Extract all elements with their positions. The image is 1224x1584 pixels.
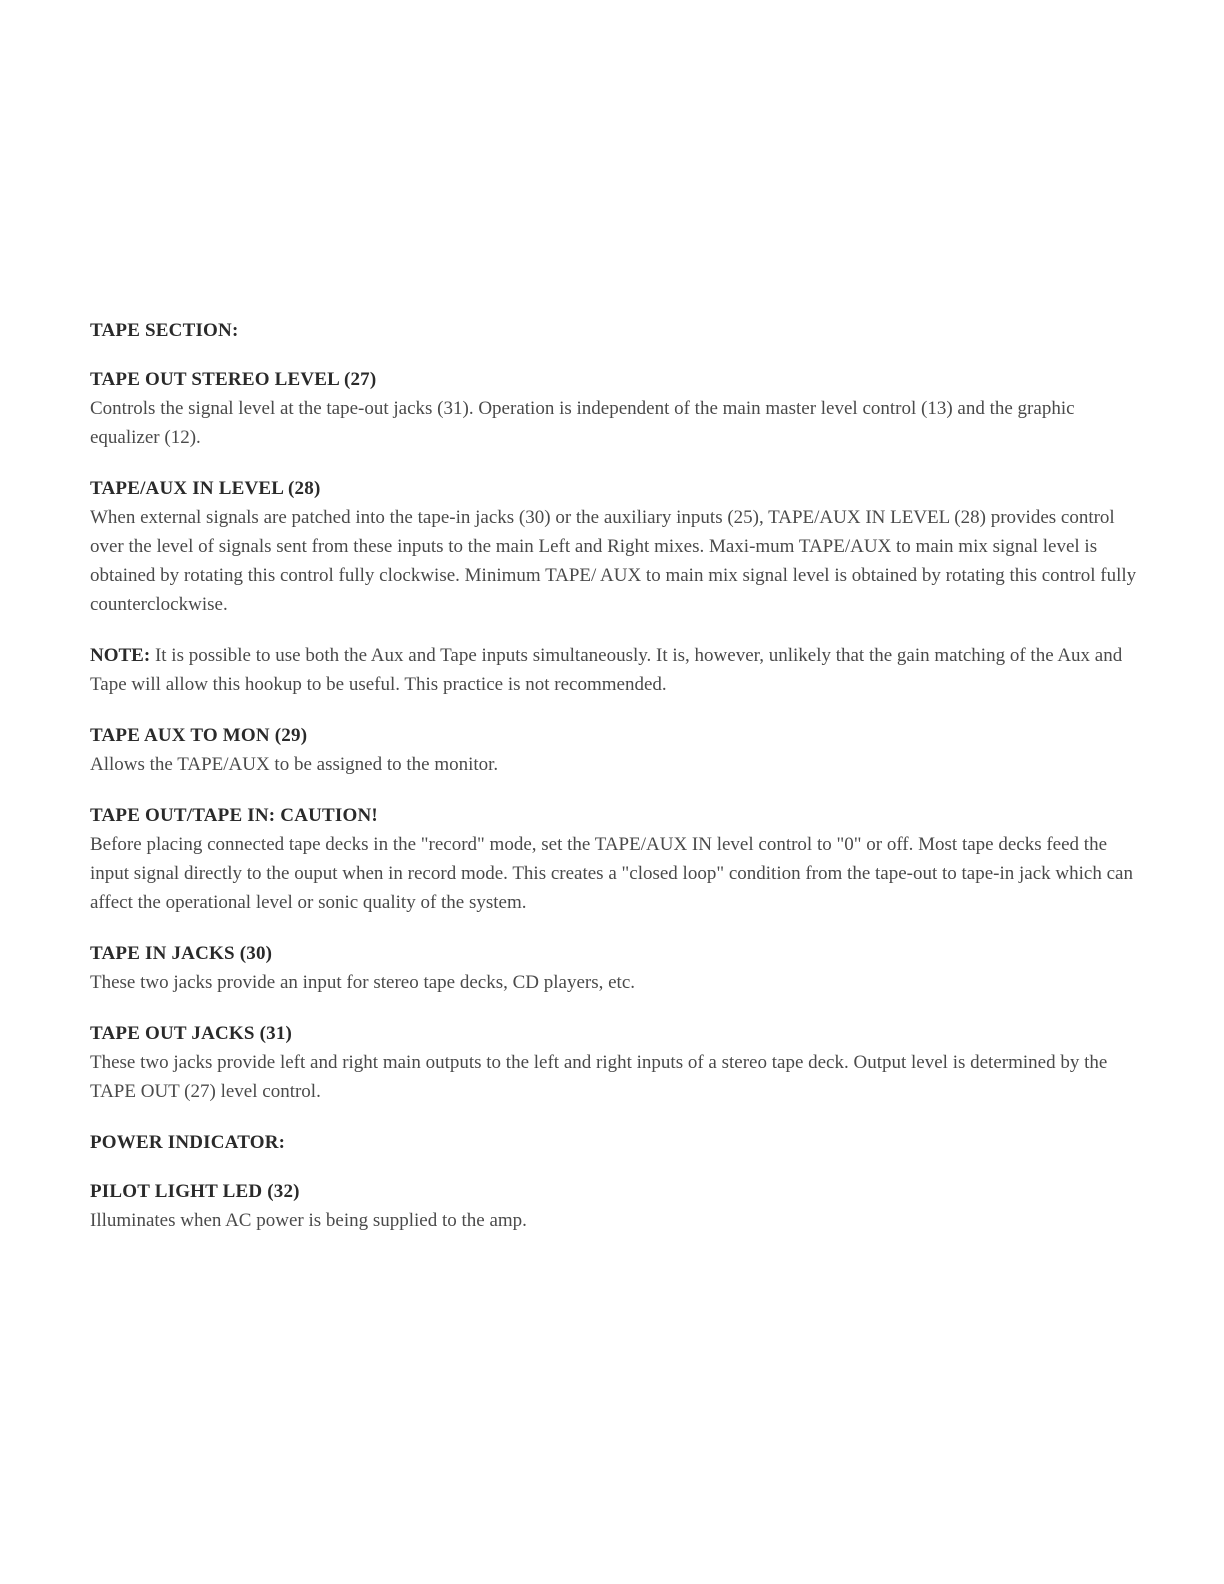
- note-paragraph: [90, 641, 1140, 699]
- entry-title: PILOT LIGHT LED (32): [90, 1181, 300, 1202]
- entry-tape-aux-to-mon: [90, 721, 1140, 779]
- entry-tape-in-jacks: [90, 939, 1140, 997]
- entry-body: Controls the signal level at the tape-out jacks (31). Operation is independent of the main master level control (13) and the graphic equalizer (12).: [90, 398, 1075, 448]
- entry-tape-aux-in-level: [90, 474, 1140, 619]
- entry-tape-caution: [90, 801, 1140, 917]
- entry-body: Illuminates when AC power is being supplied to the amp.: [90, 1210, 527, 1231]
- entry-title: TAPE OUT/TAPE IN: CAUTION!: [90, 805, 378, 826]
- entry-body: Allows the TAPE/AUX to be assigned to the monitor.: [90, 754, 499, 775]
- entry-note: [90, 641, 1140, 699]
- entry-title: TAPE IN JACKS (30): [90, 943, 273, 964]
- entry-title: TAPE OUT JACKS (31): [90, 1023, 293, 1044]
- entry-tape-out-stereo-level: [90, 365, 1140, 452]
- power-indicator-heading: POWER INDICATOR:: [90, 1132, 286, 1153]
- entry-body: Before placing connected tape decks in the "record" mode, set the TAPE/AUX IN level control to "0" or off. Most tape decks feed the input signal directly to the ouput when in record mode. This creates a "closed loop" condition from the tape-out to tape-in jack which can affect the operational level or sonic quality of the system.: [90, 834, 1133, 913]
- tape-section-heading: TAPE SECTION:: [90, 320, 239, 341]
- note-label: NOTE:: [90, 645, 151, 666]
- entry-body: These two jacks provide left and right main outputs to the left and right inputs of a stereo tape deck. Output level is determined by the TAPE OUT (27) level control.: [90, 1052, 1108, 1102]
- note-body: It is possible to use both the Aux and Tape inputs simultaneously. It is, however, unlikely that the gain matching of the Aux and Tape will allow this hookup to be useful. This practice is not recommended.: [90, 645, 1123, 695]
- entry-body: These two jacks provide an input for stereo tape decks, CD players, etc.: [90, 972, 636, 993]
- entry-title: TAPE AUX TO MON (29): [90, 725, 308, 746]
- entry-title: TAPE OUT STEREO LEVEL (27): [90, 369, 377, 390]
- entry-tape-out-jacks: [90, 1019, 1140, 1106]
- document-page: [90, 316, 1140, 1257]
- entry-title: TAPE/AUX IN LEVEL (28): [90, 478, 321, 499]
- entry-body: When external signals are patched into the tape-in jacks (30) or the auxiliary inputs (25), TAPE/AUX IN LEVEL (28) provides control over the level of signals sent from these inputs to the main Left and Right mixes. Maxi-mum TAPE/AUX to main mix signal level is obtained by rotating this control fully clockwise. Minimum TAPE/ AUX to main mix signal level is obtained by rotating this control fully counterclockwise.: [90, 507, 1137, 615]
- entry-pilot-light-led: [90, 1177, 1140, 1235]
